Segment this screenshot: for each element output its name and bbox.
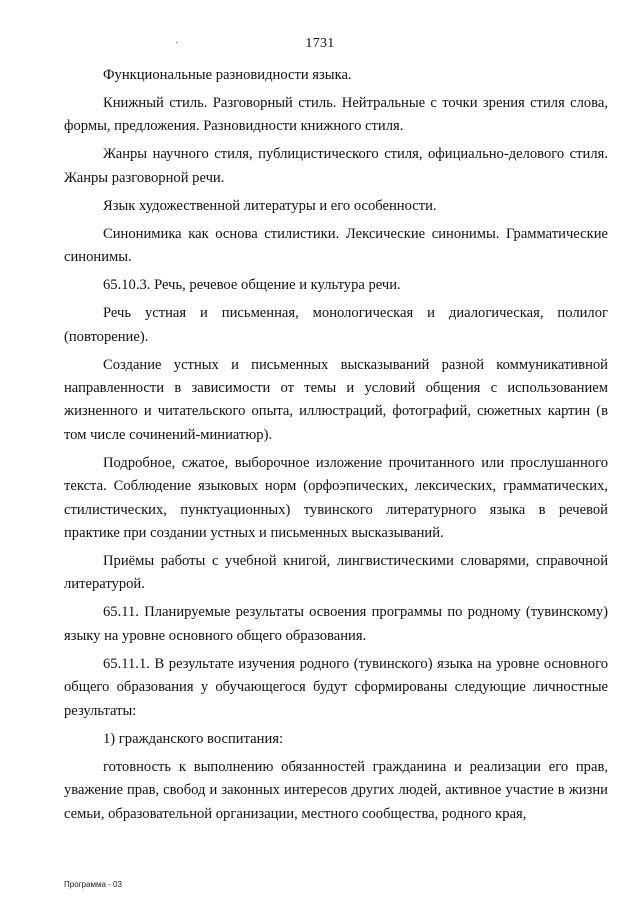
paragraph-oral-written-speech: Речь устная и письменная, монологическая и диалогическая, полилог (повторение). [64,305,608,345]
section-heading-65-11: 65.11. Планируемые результаты освоения программы по родному (тувинскому) языку на уровне основного общего образования. [64,604,608,644]
paragraph-fiction-language: Язык художественной литературы и его особенности. [103,197,437,214]
paragraph-book-style: Книжный стиль. Разговорный стиль. Нейтральные с точки зрения стиля слова, формы, предложения. Разновидности книжного стиля. [64,95,608,135]
section-heading-65-11-1: 65.11.1. В результате изучения родного (тувинского) языка на уровне основного общего образования у обучающегося будут сформированы следующие личностные результаты: [64,655,608,719]
paragraph-synonymy: Синонимика как основа стилистики. Лексические синонимы. Грамматические синонимы. [64,225,608,266]
footer-program-label: Программа - 03 [64,880,122,889]
page-number: 1731 [305,36,335,51]
section-heading-65-10-3: 65.10.3. Речь, речевое общение и культура речи. [103,277,401,294]
body-text [64,64,608,831]
paragraph-style-genres: Жанры научного стиля, публицистического стиля, официально-делового стиля. Жанры разговорной речи. [64,146,608,186]
paragraph-working-with-books: Приёмы работы с учебной книгой, лингвистическими словарями, справочной литературой. [64,553,608,593]
paragraph-functional-varieties: Функциональные разновидности языка. [103,67,352,83]
paragraph-creating-statements: Создание устных и письменных высказываний разной коммуникативной направленности в зависимости от темы и условий общения с использованием жизненного и читательского опыта, иллюстраций, фотографий, сюжетных картин (в том числе сочинений-миниатюр). [64,356,608,443]
paragraph-presentation: Подробное, сжатое, выборочное изложение прочитанного или прослушанного текста. Соблюдение языковых норм (орфоэпических, лексических, грамматических, стилистических, пунктуационных) тувинского литературного языка в речевой практике при создании устных и письменных высказываний. [64,454,608,542]
list-item-civic-education: 1) гражданского воспитания: [103,730,284,747]
paragraph-citizen-readiness: готовность к выполнению обязанностей гражданина и реализации его прав, уважение прав, свобод и законных интересов других людей, активное участие в жизни семьи, образовательной организации, местного сообщества, родного края, [64,758,608,822]
